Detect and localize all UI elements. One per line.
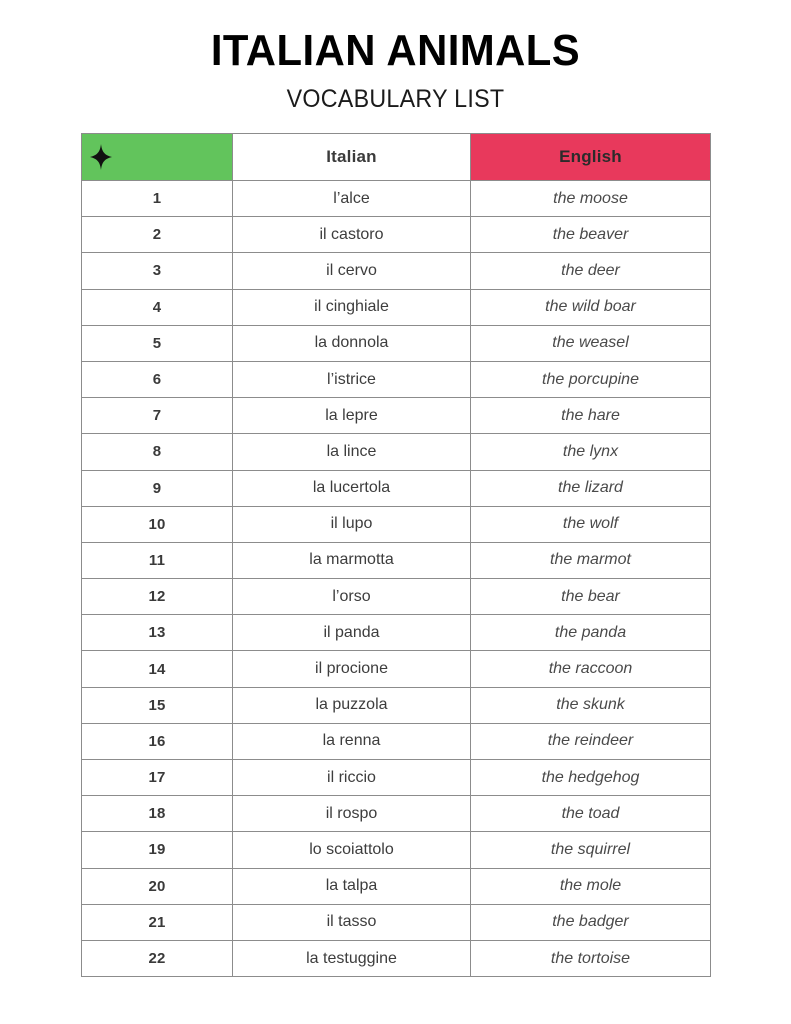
english-term: the tortoise (471, 940, 711, 976)
table-row (82, 289, 711, 325)
table-row (82, 687, 711, 723)
english-term: the deer (471, 253, 711, 289)
english-term: the lizard (471, 470, 711, 506)
row-number: 15 (82, 687, 233, 723)
row-number: 5 (82, 325, 233, 361)
page-subtitle: VOCABULARY LIST (286, 85, 505, 114)
row-number: 22 (82, 940, 233, 976)
english-term: the bear (471, 579, 711, 615)
italian-term: la testuggine (233, 940, 471, 976)
italian-term: il castoro (233, 217, 471, 253)
english-term: the hare (471, 398, 711, 434)
english-term: the wolf (471, 506, 711, 542)
table-row (82, 361, 711, 397)
english-term: the skunk (471, 687, 711, 723)
table-row (82, 796, 711, 832)
english-term: the hedgehog (471, 760, 711, 796)
table-header (82, 134, 711, 181)
italian-term: la marmotta (233, 542, 471, 578)
italian-term: la donnola (233, 325, 471, 361)
title-block (0, 0, 791, 114)
english-term: the lynx (471, 434, 711, 470)
italian-term: il riccio (233, 760, 471, 796)
row-number: 4 (82, 289, 233, 325)
italian-term: il panda (233, 615, 471, 651)
italian-term: la lepre (233, 398, 471, 434)
table-row (82, 868, 711, 904)
row-number: 11 (82, 542, 233, 578)
row-number: 18 (82, 796, 233, 832)
table-row (82, 760, 711, 796)
italian-term: il cervo (233, 253, 471, 289)
table-body (82, 181, 711, 977)
table-row (82, 542, 711, 578)
english-term: the moose (471, 181, 711, 217)
table-row (82, 832, 711, 868)
column-header-english: English (471, 134, 711, 181)
english-term: the squirrel (471, 832, 711, 868)
row-number: 2 (82, 217, 233, 253)
english-term: the weasel (471, 325, 711, 361)
row-number: 12 (82, 579, 233, 615)
table-row (82, 470, 711, 506)
italian-term: il procione (233, 651, 471, 687)
table-row (82, 651, 711, 687)
italian-term: la renna (233, 723, 471, 759)
column-header-italian: Italian (233, 134, 471, 181)
english-term: the mole (471, 868, 711, 904)
italian-term: l’alce (233, 181, 471, 217)
vocabulary-table (81, 133, 711, 977)
english-term: the raccoon (471, 651, 711, 687)
italian-term: il cinghiale (233, 289, 471, 325)
table-row (82, 579, 711, 615)
table-row (82, 723, 711, 759)
table-row (82, 253, 711, 289)
four-pointed-star-icon (90, 144, 112, 170)
table-row (82, 904, 711, 940)
italian-term: la puzzola (233, 687, 471, 723)
english-term: the toad (471, 796, 711, 832)
row-number: 21 (82, 904, 233, 940)
italian-term: il lupo (233, 506, 471, 542)
english-term: the beaver (471, 217, 711, 253)
table-row (82, 615, 711, 651)
table-row (82, 181, 711, 217)
italian-term: l’orso (233, 579, 471, 615)
italian-term: la lince (233, 434, 471, 470)
table-header-row (82, 134, 711, 181)
row-number: 13 (82, 615, 233, 651)
page-title: ITALIAN ANIMALS (210, 26, 581, 75)
english-term: the badger (471, 904, 711, 940)
row-number: 3 (82, 253, 233, 289)
row-number: 7 (82, 398, 233, 434)
italian-term: l’istrice (233, 361, 471, 397)
row-number: 14 (82, 651, 233, 687)
english-term: the marmot (471, 542, 711, 578)
english-term: the reindeer (471, 723, 711, 759)
row-number: 8 (82, 434, 233, 470)
italian-term: la talpa (233, 868, 471, 904)
italian-term: il tasso (233, 904, 471, 940)
italian-term: lo scoiattolo (233, 832, 471, 868)
row-number: 20 (82, 868, 233, 904)
table-row (82, 325, 711, 361)
italian-term: la lucertola (233, 470, 471, 506)
column-header-number (82, 134, 233, 181)
row-number: 17 (82, 760, 233, 796)
table-row (82, 217, 711, 253)
row-number: 9 (82, 470, 233, 506)
table-row (82, 434, 711, 470)
row-number: 19 (82, 832, 233, 868)
row-number: 1 (82, 181, 233, 217)
english-term: the wild boar (471, 289, 711, 325)
english-term: the porcupine (471, 361, 711, 397)
table-row (82, 398, 711, 434)
vocabulary-table-container (81, 133, 710, 977)
italian-term: il rospo (233, 796, 471, 832)
row-number: 10 (82, 506, 233, 542)
row-number: 16 (82, 723, 233, 759)
row-number: 6 (82, 361, 233, 397)
table-row (82, 506, 711, 542)
table-row (82, 940, 711, 976)
english-term: the panda (471, 615, 711, 651)
